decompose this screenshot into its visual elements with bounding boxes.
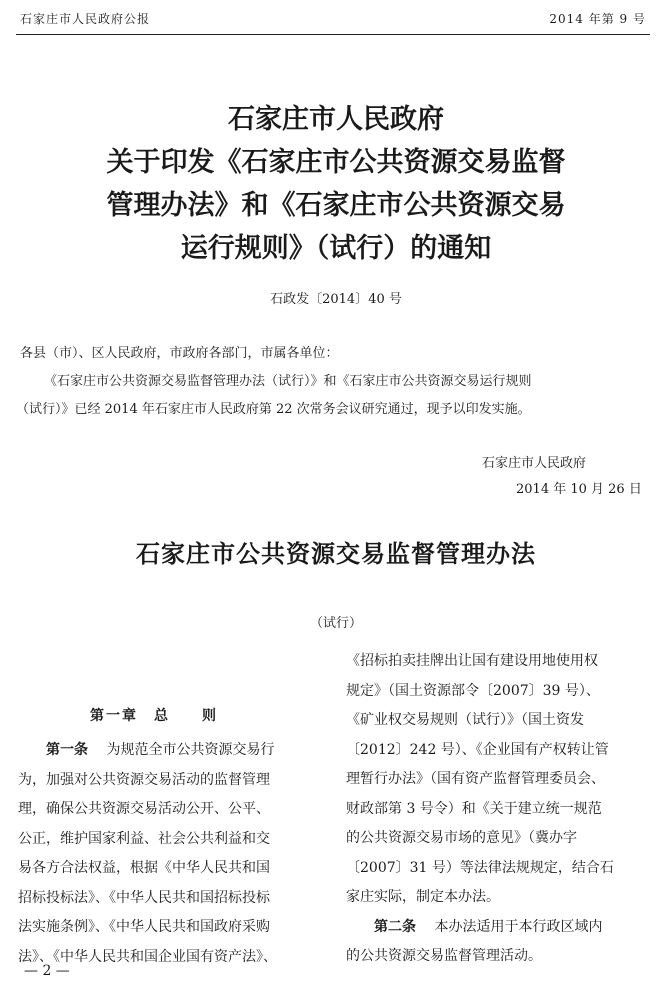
article-1-line: 招标投标法》、《中华人民共和国招标投标 xyxy=(18,889,270,906)
article-1-continuation-line: 家庄实际，制定本办法。 xyxy=(346,889,500,905)
issue-date: 2014 年 10 月 26 日 xyxy=(516,482,642,497)
article-1-continuation-line: 〔2007〕31 号）等法律法规规定，结合石 xyxy=(346,859,614,876)
article-1-line: 公正，维护国家利益、社会公共利益和交 xyxy=(18,830,270,847)
article-1-continuation-line: 《招标拍卖挂牌出让国有建设用地使用权 xyxy=(346,653,598,669)
article-1-continuation-line: 《矿业权交易规则（试行）》（国土资发 xyxy=(346,712,584,728)
article-2-label: 第二条 xyxy=(374,918,416,935)
salutation: 各县（市）、区人民政府，市政府各部门，市属各单位： xyxy=(20,346,339,361)
article-1-line: 理，确保公共资源交易活动公开、公平、 xyxy=(18,801,270,817)
left-column xyxy=(18,736,330,972)
notice-title xyxy=(0,98,672,270)
article-1-continuation-line: 〔2012〕242 号）、《企业国有产权转让管 xyxy=(346,741,609,758)
article-1-line: 法》、《中华人民共和国企业国有资产法》、 xyxy=(18,948,277,965)
notice-body-line: （试行）》已经 2014 年石家庄市人民政府第 22 次常务会议研究通过，现予以印发实施。 xyxy=(16,402,531,417)
right-column xyxy=(346,647,656,972)
article-1-continuation-line: 理暂行办法》（国有资产监督管理委员会、 xyxy=(346,771,605,787)
article-1-continuation-line: 的公共资源交易市场的意见》（冀办字 xyxy=(346,830,577,846)
chapter-heading: 第一章 总 则 xyxy=(90,708,218,724)
signer: 石家庄市人民政府 xyxy=(482,456,587,471)
running-header-left: 石家庄市人民政府公报 xyxy=(20,12,151,26)
article-1-continuation-line: 财政部第 3 号令）和《关于建立统一规范 xyxy=(346,800,602,817)
notice-title-line: 管理办法》和《石家庄市公共资源交易 xyxy=(106,190,566,221)
running-header-right: 2014 年第 9 号 xyxy=(549,12,646,26)
document-number: 石政发〔2014〕40 号 xyxy=(270,292,402,307)
page-number: — 2 — xyxy=(24,963,70,979)
regulation-subtitle: （试行） xyxy=(309,616,362,631)
header-rule xyxy=(16,34,650,35)
article-1-first-line xyxy=(18,736,330,766)
notice-title-line: 运行规则》（试行）的通知 xyxy=(180,233,492,264)
notice-title-line: 关于印发《石家庄市公共资源交易监督 xyxy=(106,147,566,178)
article-2-line: 本办法适用于本行政区域内 xyxy=(434,918,603,935)
article-1-line: 法实施条例》、《中华人民共和国政府采购 xyxy=(18,919,270,935)
article-1-continuation-line: 规定》（国土资源部令〔2007〕39 号）、 xyxy=(346,682,600,699)
article-2-line: 的公共资源交易监督管理活动。 xyxy=(346,948,542,964)
article-1-line: 为，加强对公共资源交易活动的监督管理 xyxy=(18,771,270,788)
article-1-line: 易各方合法权益，根据《中华人民共和国 xyxy=(18,860,270,876)
regulation-title: 石家庄市公共资源交易监督管理办法 xyxy=(136,539,536,568)
article-2-first-line xyxy=(346,913,656,943)
notice-body-line: 《石家庄市公共资源交易监督管理办法（试行）》和《石家庄市公共资源交易运行规则 xyxy=(44,374,532,389)
notice-title-line: 石家庄市人民政府 xyxy=(228,104,444,135)
article-1-label: 第一条 xyxy=(46,742,88,758)
article-1-line: 为规范全市公共资源交易行 xyxy=(106,742,275,758)
